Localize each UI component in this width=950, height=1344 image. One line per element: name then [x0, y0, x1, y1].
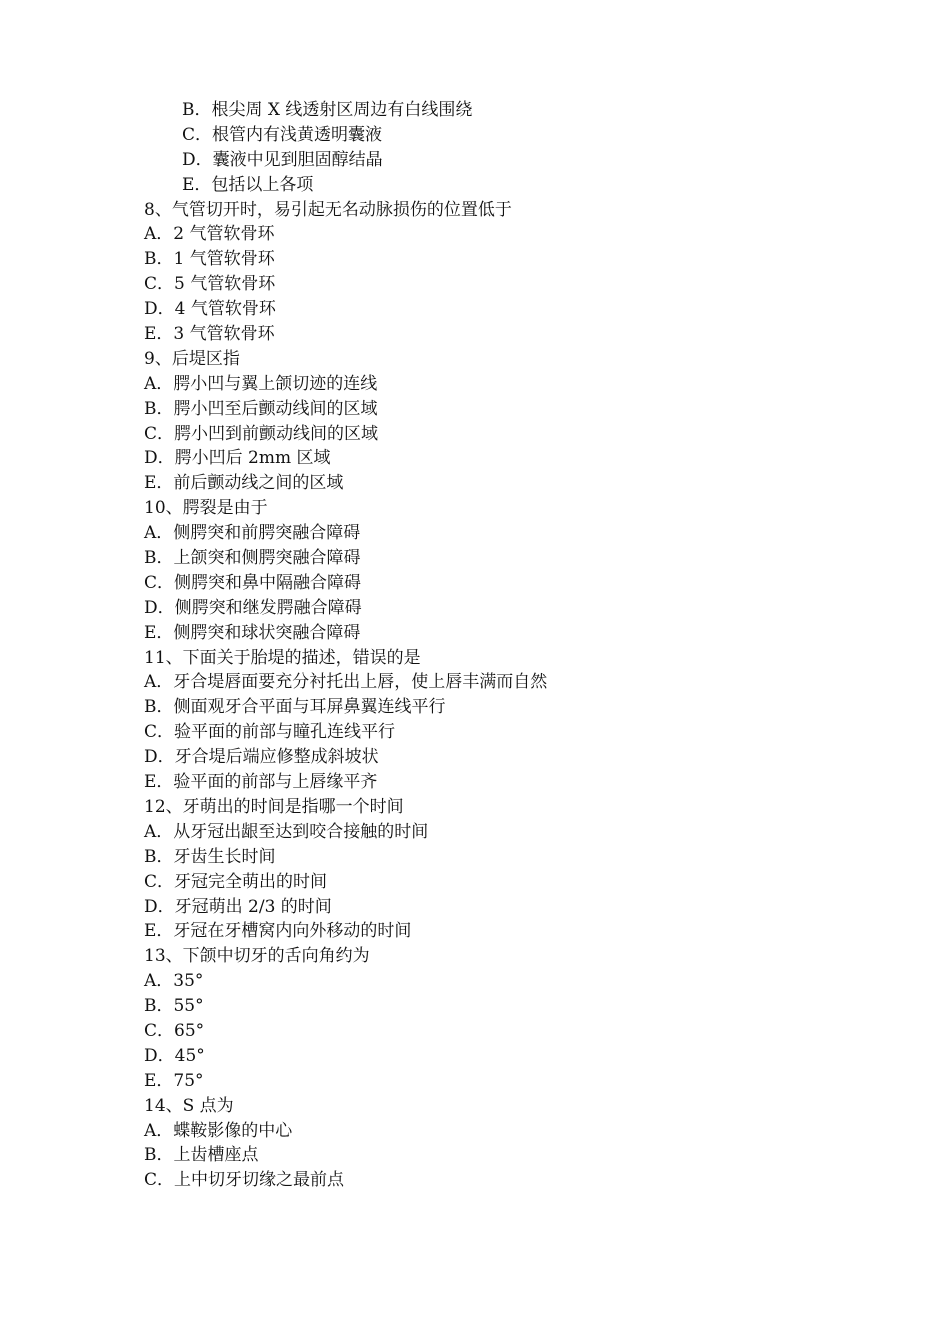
- document-page: [0, 98, 950, 1193]
- option-line: C．5 气管软骨环: [144, 274, 276, 295]
- option-line: A．腭小凹与翼上颌切迹的连线: [144, 373, 378, 394]
- option-line: C．侧腭突和鼻中隔融合障碍: [144, 572, 362, 593]
- option-line: D．腭小凹后 2mm 区域: [144, 448, 331, 469]
- question-stem: 11、下面关于胎堤的描述，错误的是: [144, 647, 421, 668]
- option-line: A．牙合堤唇面要充分衬托出上唇，使上唇丰满而自然: [144, 672, 548, 693]
- option-line: E．侧腭突和球状突融合障碍: [144, 622, 361, 643]
- option-line: D．囊液中见到胆固醇结晶: [182, 149, 383, 170]
- option-line: D．牙冠萌出 2/3 的时间: [144, 896, 332, 917]
- option-line: C．上中切牙切缘之最前点: [144, 1170, 345, 1191]
- option-line: B．根尖周 X 线透射区周边有白线围绕: [182, 100, 473, 120]
- question-stem: 9、后堤区指: [144, 348, 240, 369]
- option-line: B．腭小凹至后颤动线间的区域: [144, 398, 378, 419]
- option-line: E．75°: [144, 1070, 204, 1091]
- option-line: E．验平面的前部与上唇缘平齐: [144, 772, 378, 793]
- option-line: E．牙冠在牙槽窝内向外移动的时间: [144, 921, 412, 942]
- option-line: C．腭小凹到前颤动线间的区域: [144, 423, 379, 444]
- option-line: B．侧面观牙合平面与耳屏鼻翼连线平行: [144, 697, 446, 718]
- option-line: C．验平面的前部与瞳孔连线平行: [144, 722, 396, 743]
- option-line: B．上颌突和侧腭突融合障碍: [144, 548, 361, 569]
- option-line: D．45°: [144, 1045, 205, 1066]
- question-stem: 13、下颌中切牙的舌向角约为: [144, 946, 370, 967]
- option-line: B．牙齿生长时间: [144, 846, 276, 867]
- option-line: C．65°: [144, 1020, 205, 1041]
- question-stem: 14、S 点为: [144, 1095, 234, 1116]
- option-line: E．3 气管软骨环: [144, 324, 275, 345]
- option-line: D．侧腭突和继发腭融合障碍: [144, 597, 362, 618]
- option-line: A．2 气管软骨环: [144, 224, 275, 245]
- option-line: B．上齿槽座点: [144, 1145, 259, 1166]
- question-stem: 10、腭裂是由于: [144, 498, 268, 519]
- option-line: A．从牙冠出龈至达到咬合接触的时间: [144, 821, 429, 842]
- option-line: B．1 气管软骨环: [144, 249, 275, 270]
- question-stem: 12、牙萌出的时间是指哪一个时间: [144, 796, 404, 817]
- option-line: A．35°: [144, 971, 204, 992]
- option-line: A．蝶鞍影像的中心: [144, 1120, 293, 1141]
- option-line: C．牙冠完全萌出的时间: [144, 871, 328, 892]
- option-line: D．牙合堤后端应修整成斜坡状: [144, 747, 379, 768]
- option-line: C．根管内有浅黄透明囊液: [182, 124, 383, 145]
- option-line: E．包括以上各项: [182, 174, 314, 195]
- question-stem: 8、气管切开时，易引起无名动脉损伤的位置低于: [144, 199, 512, 220]
- option-line: A．侧腭突和前腭突融合障碍: [144, 523, 361, 544]
- option-line: D．4 气管软骨环: [144, 299, 276, 320]
- option-line: B．55°: [144, 996, 204, 1017]
- option-line: E．前后颤动线之间的区域: [144, 473, 344, 494]
